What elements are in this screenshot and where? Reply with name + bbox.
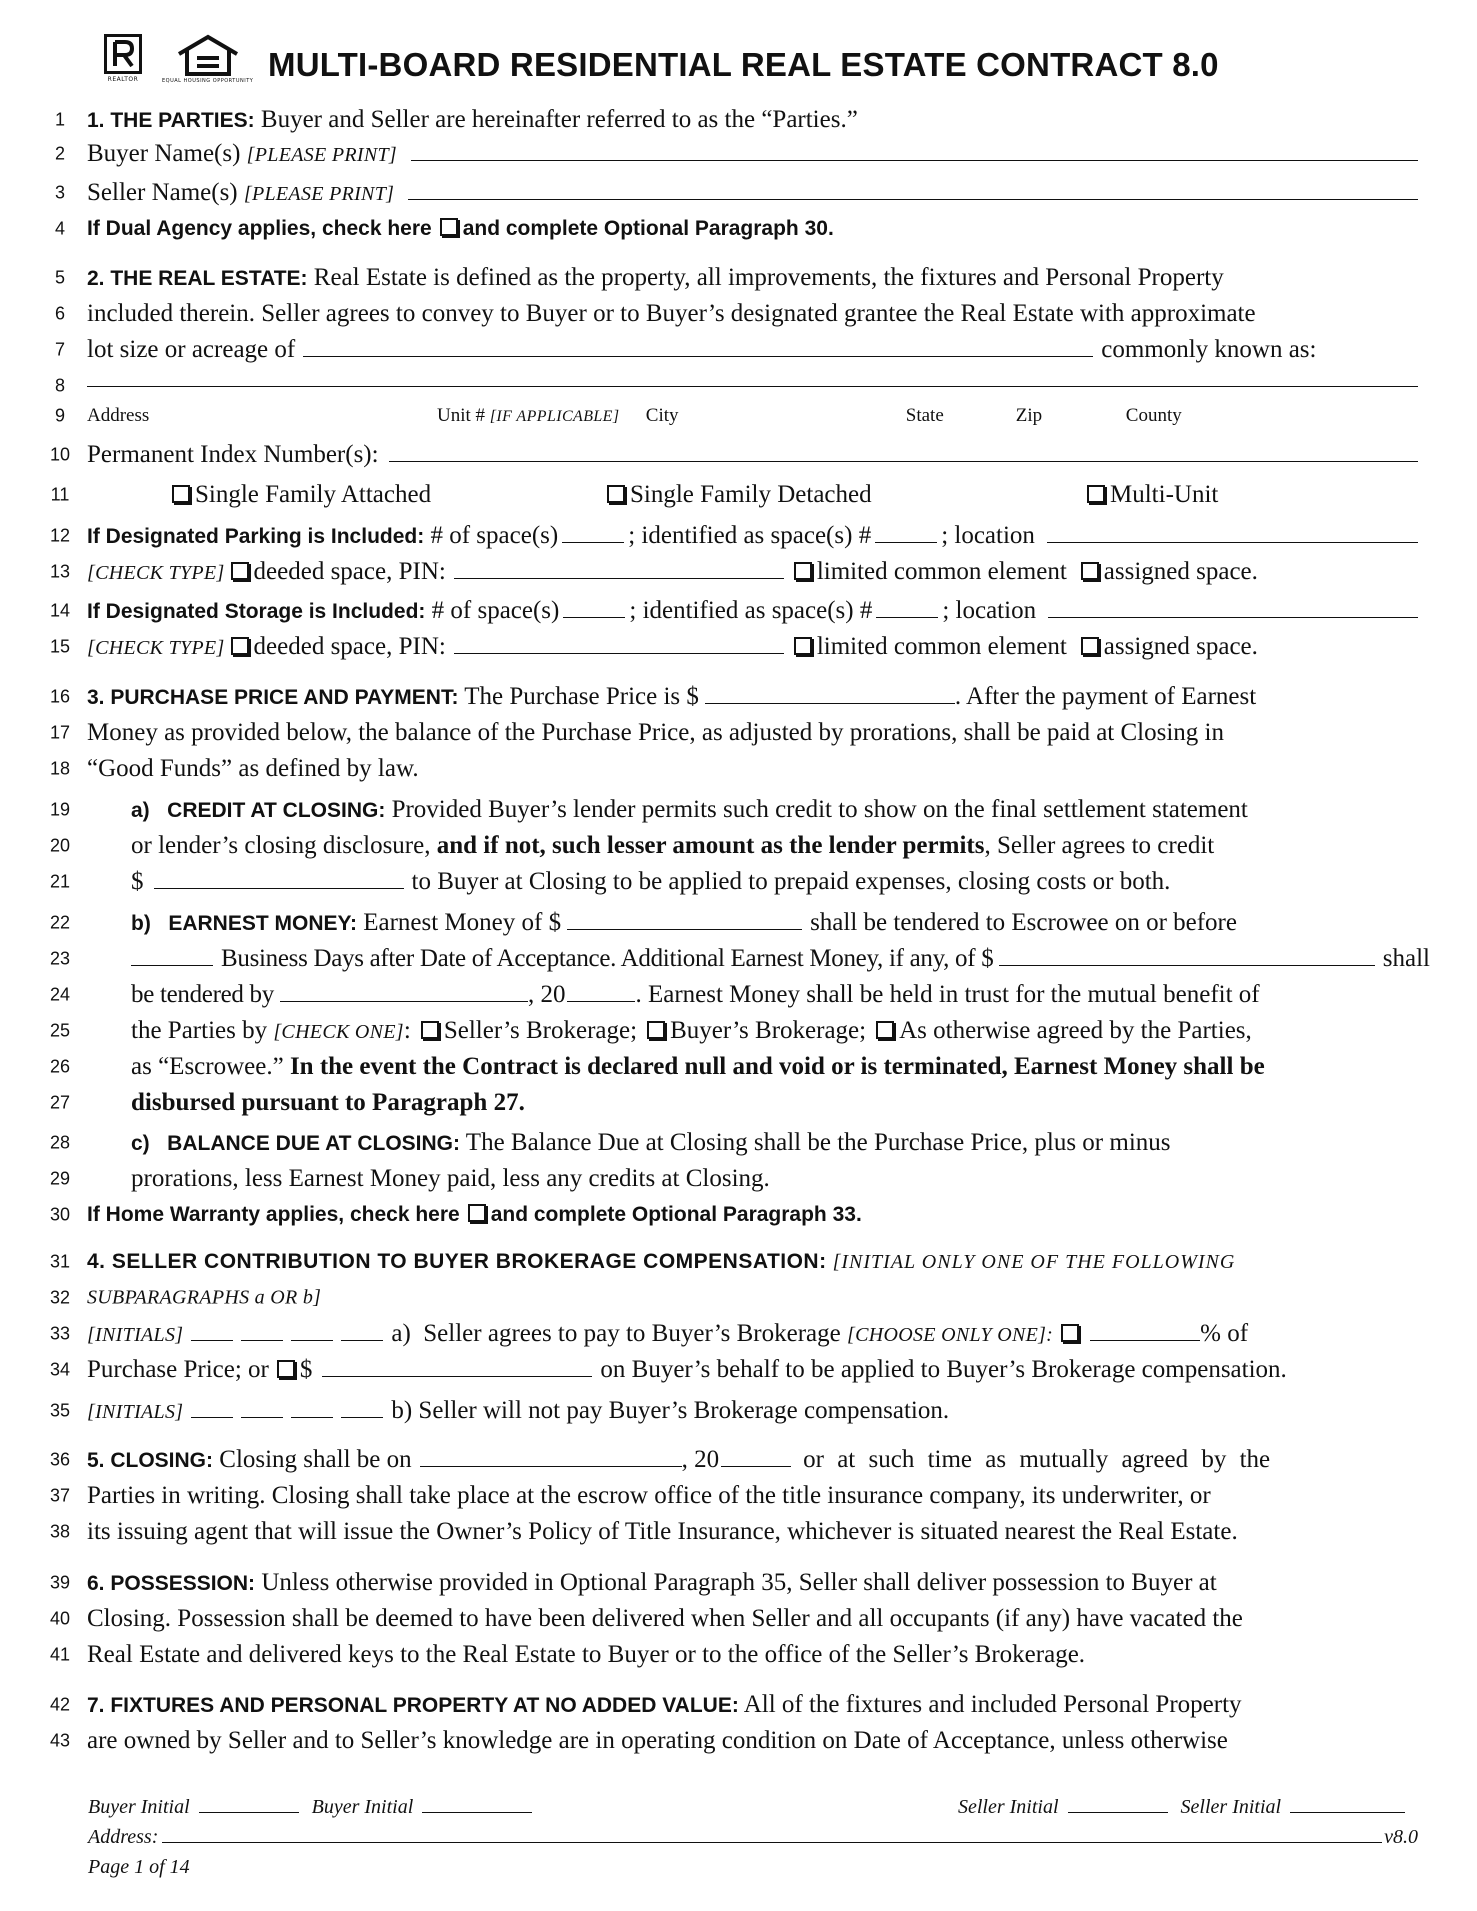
line-25: 25 the Parties by [CHECK ONE] : Seller’s Brokerage; Buyer’s Brokerage; As otherwise agreed by the Parties, [49,1017,1252,1044]
line-8: 8 [40,369,1430,403]
line-5: 5 2. THE REAL ESTATE: Real Estate is defined as the property, all improvements, the fixtures and Personal Property [54,264,1224,291]
line-37: 37 Parties in writing. Closing shall take place at the escrow office of the title insurance company, its underwriter, or [49,1482,1211,1509]
buyer-name-field[interactable] [411,159,1418,161]
initials-a-1[interactable] [191,1339,233,1341]
footer-address-field[interactable] [162,1841,1382,1843]
buyer-initial-1-field[interactable] [199,1811,299,1813]
page-title: MULTI-BOARD RESIDENTIAL REAL ESTATE CONTRACT 8.0 [268,46,1219,83]
purchase-price-field[interactable] [705,702,955,704]
line-10: 10 Permanent Index Number(s): [40,438,1430,472]
parking-assigned-checkbox[interactable] [1081,562,1099,580]
realtor-logo-caption: REALTOR [107,76,139,83]
home-warranty-checkbox[interactable] [468,1204,486,1222]
parking-spaces-field[interactable] [562,541,624,543]
line-number: 1 [54,109,65,130]
storage-space-id-field[interactable] [876,616,938,618]
line-39: 39 6. POSSESSION: Unless otherwise provided in Optional Paragraph 35, Seller shall deliver possession to Buyer at [49,1569,1217,1596]
initials-b-2[interactable] [241,1416,283,1418]
line-12: 12 If Designated Parking is Included: # of space(s) ; identified as space(s) # ; location [40,519,1430,553]
storage-limited-common-checkbox[interactable] [794,637,812,655]
closing-credit-field[interactable] [154,887,404,889]
subsection-heading: c) BALANCE DUE AT CLOSING: [131,1132,460,1155]
equal-housing-icon [175,34,241,76]
tender-year-field[interactable] [567,1000,635,1002]
initials-b-4[interactable] [341,1416,383,1418]
parking-pin-field[interactable] [454,577,784,579]
line-15: 15 [CHECK TYPE] deeded space, PIN: limited common element assigned space. [49,633,1258,660]
initials-b-3[interactable] [291,1416,333,1418]
line-17: 17 Money as provided below, the balance of the Purchase Price, as adjusted by prorations, shall be paid at Closing in [49,719,1224,746]
footer-initials-row: Buyer Initial Buyer Initial Seller Initial Seller Initial [88,1796,1418,1819]
parking-space-id-field[interactable] [875,541,937,543]
line-13: 13 [CHECK TYPE] deeded space, PIN: limited common element assigned space. [49,558,1258,585]
storage-spaces-field[interactable] [563,616,625,618]
initials-a-4[interactable] [341,1339,383,1341]
initials-b-1[interactable] [191,1416,233,1418]
line-23: 23 Business Days after Date of Acceptance. Additional Earnest Money, if any, of $ shall [49,945,1430,972]
line-38: 38 its issuing agent that will issue the Owner’s Policy of Title Insurance, whichever is situated nearest the Real Estate. [49,1518,1238,1545]
section-heading: 1. THE PARTIES: [87,109,255,132]
buyers-brokerage-checkbox[interactable] [647,1021,665,1039]
storage-location-field[interactable] [1048,616,1418,618]
initials-a-3[interactable] [291,1339,333,1341]
section-heading: 7. FIXTURES AND PERSONAL PROPERTY AT NO ADDED VALUE: [87,1694,739,1717]
single-family-detached-checkbox[interactable] [607,485,625,503]
parking-deeded-checkbox[interactable] [231,562,249,580]
line-33: 33 [INITIALS] a) Seller agrees to pay to Buyer’s Brokerage [CHOOSE ONLY ONE]: % of [49,1320,1249,1347]
closing-date-field[interactable] [420,1465,682,1467]
line-20: 20 or lender’s closing disclosure, and if not, such lesser amount as the lender permits , Seller agrees to credit [49,832,1215,859]
otherwise-agreed-checkbox[interactable] [876,1021,894,1039]
storage-pin-field[interactable] [454,652,784,654]
line-40: 40 Closing. Possession shall be deemed to have been delivered when Seller and all occupants (if any) have vacated the [49,1605,1243,1632]
sellers-brokerage-checkbox[interactable] [421,1021,439,1039]
address-field[interactable] [87,385,1418,387]
line-1: 1 1. THE PARTIES: Buyer and Seller are hereinafter referred to as the “Parties.” [40,103,1430,137]
subsection-heading: a) CREDIT AT CLOSING: [131,799,386,822]
line-32: 32 SUBPARAGRAPHS a OR b] [49,1286,322,1309]
realtor-logo [104,34,142,83]
realtor-r-icon [104,34,142,74]
line-2: 2 Buyer Name(s) [PLEASE PRINT] [40,137,1430,171]
page-number: Page 1 of 14 [88,1856,190,1878]
line-21: 21 $ to Buyer at Closing to be applied to prepaid expenses, closing costs or both. [49,868,1171,895]
additional-earnest-money-field[interactable] [999,964,1374,966]
section-heading: 2. THE REAL ESTATE: [87,267,308,290]
lot-size-field[interactable] [303,355,1093,357]
line-31: 31 4. SELLER CONTRIBUTION TO BUYER BROKERAGE COMPENSATION: [INITIAL ONLY ONE OF THE FOLLOWING [49,1250,1236,1273]
equal-housing-logo [162,34,253,84]
line-43: 43 are owned by Seller and to Seller’s knowledge are in operating condition on Date of Acceptance, unless otherwise [49,1727,1228,1754]
version-label: v8.0 [1384,1826,1418,1848]
equal-housing-caption: EQUAL HOUSING OPPORTUNITY [162,78,254,84]
multi-unit-checkbox[interactable] [1087,485,1105,503]
section-heading: 3. PURCHASE PRICE AND PAYMENT: [87,686,459,709]
closing-year-field[interactable] [721,1465,791,1467]
line-19: 19 a) CREDIT AT CLOSING: Provided Buyer’s lender permits such credit to show on the final settlement statement [49,796,1248,823]
line-30: 30 If Home Warranty applies, check here and complete Optional Paragraph 33. [49,1203,862,1226]
section-heading: 6. POSSESSION: [87,1572,256,1595]
line-34: 34 Purchase Price; or $ on Buyer’s behalf to be applied to Buyer’s Brokerage compensation. [49,1356,1287,1383]
business-days-field[interactable] [131,964,213,966]
dollar-option-checkbox[interactable] [277,1360,295,1378]
section-heading: 5. CLOSING: [87,1449,214,1472]
line-29: 29 prorations, less Earnest Money paid, less any credits at Closing. [49,1165,770,1192]
line-9: 9 Address Unit # [IF APPLICABLE] City State Zip County [54,405,1182,426]
line-35: 35 [INITIALS] b) Seller will not pay Buyer’s Brokerage compensation. [49,1397,950,1424]
line-18: 18 “Good Funds” as defined by law. [49,755,419,782]
dual-agency-checkbox[interactable] [440,218,458,236]
footer-address-row: Address: v8.0 [88,1826,1418,1848]
line-26: 26 as “Escrowee.” In the event the Contract is declared null and void or is terminated, Earnest Money shall be [49,1053,1265,1080]
pin-field[interactable] [389,460,1418,462]
seller-initial-2-field[interactable] [1290,1811,1405,1813]
seller-name-field[interactable] [408,198,1418,200]
line-27: 27 disbursed pursuant to Paragraph 27. [49,1089,525,1116]
single-family-attached-checkbox[interactable] [172,485,190,503]
earnest-money-field[interactable] [567,928,802,930]
line-22: 22 b) EARNEST MONEY: Earnest Money of $ shall be tendered to Escrowee on or before [49,909,1237,936]
tender-date-field[interactable] [280,1000,528,1002]
line-24: 24 be tendered by , 20 . Earnest Money shall be held in trust for the mutual benefit of [49,981,1260,1008]
parking-limited-common-checkbox[interactable] [794,562,812,580]
line-41: 41 Real Estate and delivered keys to the Real Estate to Buyer or to the office of the Seller’s Brokerage. [49,1641,1086,1668]
dollar-amount-field[interactable] [322,1375,592,1377]
line-6: 6 included therein. Seller agrees to convey to Buyer or to Buyer’s designated grantee the Real Estate with approximate [54,300,1256,327]
line-7: 7 lot size or acreage of commonly known as: [54,336,1317,363]
storage-deeded-checkbox[interactable] [231,637,249,655]
line-28: 28 c) BALANCE DUE AT CLOSING: The Balance Due at Closing shall be the Purchase Price, plus or minus [49,1129,1171,1156]
line-11: 11 Single Family Attached Single Family Detached Multi-Unit [50,481,1219,508]
header-logos [104,34,253,94]
line-36: 36 5. CLOSING: Closing shall be on , 20 or at such time as mutually agreed by the [49,1446,1271,1473]
section-heading: 4. SELLER CONTRIBUTION TO BUYER BROKERAGE COMPENSATION: [87,1250,827,1273]
parking-location-field[interactable] [1047,541,1418,543]
line-4: 4 If Dual Agency applies, check here and complete Optional Paragraph 30. [54,217,834,240]
seller-initial-1-field[interactable] [1068,1811,1168,1813]
line-3: 3 Seller Name(s) [PLEASE PRINT] [40,176,1430,210]
storage-assigned-checkbox[interactable] [1081,637,1099,655]
line-14: 14 If Designated Storage is Included: # of space(s) ; identified as space(s) # ; location [40,594,1430,628]
percent-option-checkbox[interactable] [1061,1324,1079,1342]
subsection-heading: b) EARNEST MONEY: [131,912,357,935]
line-42: 42 7. FIXTURES AND PERSONAL PROPERTY AT NO ADDED VALUE: All of the fixtures and included Personal Property [49,1691,1242,1718]
initials-a-2[interactable] [241,1339,283,1341]
buyer-initial-2-field[interactable] [422,1811,532,1813]
percent-field[interactable] [1090,1339,1200,1341]
line-16: 16 3. PURCHASE PRICE AND PAYMENT: The Purchase Price is $ . After the payment of Earnest [49,683,1257,710]
